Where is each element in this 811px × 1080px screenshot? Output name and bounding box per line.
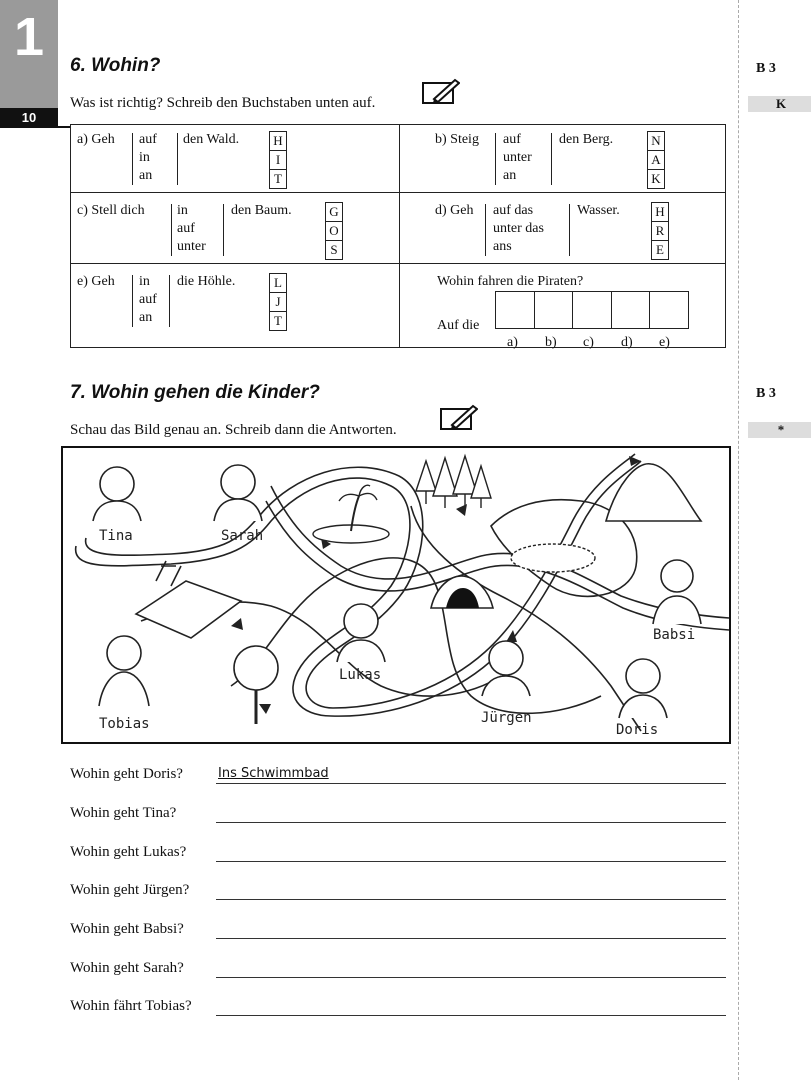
answer-box-e[interactable] [650, 292, 688, 328]
label-tina: Tina [99, 528, 133, 544]
ex7-level-box: * [748, 422, 811, 438]
question-row-juergen: Wohin geht Jürgen? [70, 882, 726, 902]
letter-column-b: N A K [647, 131, 665, 189]
ex6-reference: B 3 [756, 61, 776, 76]
answer-box-d[interactable] [612, 292, 651, 328]
label-lukas: Lukas [339, 667, 382, 683]
question-row-doris: Wohin geht Doris? Ins Schwimmbad [70, 766, 726, 786]
answer-box-c[interactable] [573, 292, 612, 328]
ex6-answer-boxes[interactable] [495, 291, 689, 329]
ex6-answer-prefix: Auf die [437, 318, 480, 333]
question-row-lukas: Wohin geht Lukas? [70, 844, 726, 864]
ex6-level-box: K [748, 96, 811, 112]
label-tobias: Tobias [99, 716, 150, 732]
label-babsi: Babsi [653, 627, 696, 643]
answer-box-b[interactable] [535, 292, 574, 328]
ex7-reference: B 3 [756, 386, 776, 401]
page-number: 10 [0, 108, 58, 128]
letter-column-c: G O S [325, 202, 343, 260]
pencil-write-icon [422, 78, 460, 104]
ex6-instruction: Was ist richtig? Schreib den Buchstaben unten auf. [70, 95, 376, 111]
answer-line-sarah[interactable] [216, 977, 726, 978]
pencil-write-icon [440, 404, 478, 430]
question-row-tobias: Wohin fährt Tobias? [70, 998, 726, 1018]
letter-column-d: H R E [651, 202, 669, 260]
page-number-rule [58, 126, 70, 128]
answer-doris[interactable]: Ins Schwimmbad [218, 766, 329, 781]
margin-line [738, 0, 739, 1080]
ex7-instruction: Schau das Bild genau an. Schreib dann die Antworten. [70, 422, 397, 438]
answer-line-tina[interactable] [216, 822, 726, 823]
answer-line-babsi[interactable] [216, 938, 726, 939]
answer-box-a[interactable] [496, 292, 535, 328]
label-juergen: Jürgen [481, 710, 532, 726]
answer-line-juergen[interactable] [216, 899, 726, 900]
question-row-sarah: Wohin geht Sarah? [70, 960, 726, 980]
letter-column-a: H I T [269, 131, 287, 189]
question-row-tina: Wohin geht Tina? [70, 805, 726, 825]
ex7-title: 7. Wohin gehen die Kinder? [70, 382, 320, 403]
ex6-question: Wohin fahren die Piraten? [437, 274, 584, 289]
chapter-number: 1 [13, 7, 45, 67]
label-sarah: Sarah [221, 528, 264, 544]
letter-column-e: L J T [269, 273, 287, 331]
answer-line-lukas[interactable] [216, 861, 726, 862]
ex6-table: a) Geh auf in an den Wald. H I T b) Steig auf unter an den Berg. N A K c) Stell dich in auf unter den Baum. G O S d) Geh auf das unter das ans Wasser. H R E e) Geh in auf an die Höhle. L J T Wohin fahren die Piraten? Auf die a) b) c) d) e) [70, 124, 726, 348]
label-doris: Doris [616, 722, 659, 738]
maze-picture [61, 446, 731, 744]
ex6-title: 6. Wohin? [70, 55, 161, 76]
answer-line-tobias[interactable] [216, 1015, 726, 1016]
question-row-babsi: Wohin geht Babsi? [70, 921, 726, 941]
